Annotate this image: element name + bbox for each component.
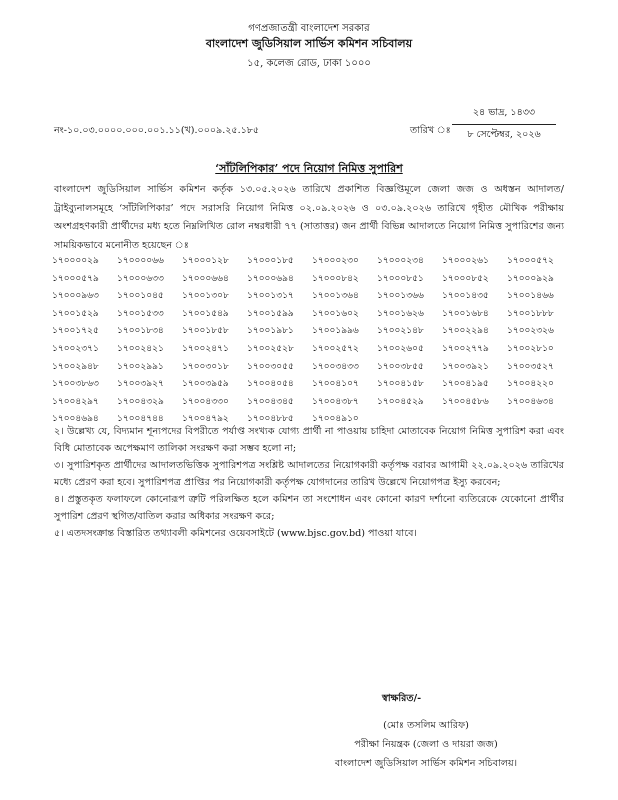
- roll-number: ১৭০০২৭৭৯: [442, 343, 489, 354]
- date-label: তারিখ ঃ: [410, 125, 451, 136]
- roll-number-grid: [52, 253, 572, 429]
- roll-number: ১৭০০৪৫৮৬: [442, 396, 489, 407]
- roll-number: ১৭০০৩৯২১: [442, 361, 489, 372]
- roll-number: ১৭০০৪১৯৫: [442, 379, 489, 390]
- roll-number: ১৭০০১৭২৫: [52, 326, 99, 337]
- roll-number: ১৭০০২১৪৮: [377, 326, 424, 337]
- roll-number: ১৭০০৪৬৯৪: [52, 414, 99, 425]
- roll-number: ১৭০০৪১৫৮: [377, 379, 424, 390]
- roll-number: ১৭০০৩৯৫৯: [182, 379, 229, 390]
- roll-number: ১৭০০৪১০৭: [312, 379, 359, 390]
- signatory-designation: পরীক্ষা নিয়ন্ত্রক (জেলা ও দায়রা জজ): [354, 739, 498, 750]
- roll-number: ১৭০০০২৩৪: [377, 256, 424, 266]
- note-4: ৪। প্রস্তুতকৃত ফলাফলে কোনোরূপ ত্রুটি পরিলক্ষিত হলে কমিশন তা সংশোধন এবং কোনো কারণ দর্শানো ব্যতিরেকে যেকোনো প্রার্থীর সুপারিশ প্রেরণ স্থগিত/বাতিল করার অধিকার সংরক্ষণ করে;: [54, 494, 564, 522]
- roll-number: ১৭০০০১২৮: [182, 256, 229, 266]
- roll-number: ১৭০০১৮৩৪: [117, 326, 164, 337]
- roll-number: ১৭০০০৯২৯: [507, 273, 554, 284]
- roll-number: ১৭০০৪৫২৯: [377, 396, 424, 407]
- roll-number: ১৭০০৩৪৩৩: [312, 361, 359, 372]
- roll-number: ১৭০০০২৬১: [442, 256, 489, 266]
- memo-number: নং-১০.০৩.০০০০.০০০.০০১.১১(খ).০০০৯.২৫.১৮৫: [54, 125, 260, 136]
- roll-number: ১৭০০২৩৭১: [52, 343, 99, 354]
- roll-number: ১৭০০০৬৯৪: [247, 273, 294, 284]
- roll-number: ১৭০০১৯৮১: [247, 326, 294, 337]
- date-bangla: ২৪ ভাদ্র, ১৪৩৩: [452, 104, 556, 125]
- roll-number: ১৭০০৪০৫৪: [247, 379, 294, 390]
- roll-number: ১৭০০১৯৯৬: [312, 326, 359, 337]
- roll-number: ১৭০০১৬০২: [312, 308, 359, 319]
- roll-number: ১৭০০১৫৯৯: [247, 308, 294, 319]
- roll-number: ১৭০০৪৭৯২: [182, 414, 229, 425]
- roll-number: ১৭০০০২৩০: [312, 256, 359, 266]
- roll-number: ১৭০০৩৮৬৩: [52, 379, 99, 390]
- roll-number: ১৭০০১৮৫৮: [182, 326, 229, 337]
- roll-number: ১৭০০১৪৩৫: [442, 291, 489, 302]
- roll-number: ১৭০০৪৬৩৪: [507, 396, 554, 407]
- roll-number: ১৭০০৪৩৪৫: [247, 396, 294, 407]
- roll-number: ১৭০০২৮১০: [507, 343, 554, 354]
- roll-number: ১৭০০৩০৫৫: [247, 361, 294, 372]
- roll-number: ১৭০০৪৩২৯: [117, 396, 164, 407]
- roll-number: ১৭০০১৫৩৩: [117, 308, 164, 319]
- roll-number: ১৭০০১৪৬৬: [507, 291, 554, 302]
- roll-number: ১৭০০৩৫২৭: [507, 361, 554, 372]
- note-5: ৫। এতদসংক্রান্ত বিস্তারিত তথ্যাবলী কমিশনের ওয়েবসাইটে (www.bjsc.gov.bd) পাওয়া যাবে।: [54, 528, 417, 539]
- roll-number: ১৭০০১৮৮৮: [507, 308, 554, 319]
- roll-number: ১৭০০২৫২৮: [247, 343, 294, 354]
- office-name: বাংলাদেশ জুডিসিয়াল সার্ভিস কমিশন সচিবালয়: [205, 37, 413, 50]
- roll-number: ১৭০০০০২৯: [52, 256, 99, 266]
- roll-number: ১৭০০২৩২৬: [507, 326, 554, 337]
- signed-mark: স্বাক্ষরিত/-: [382, 693, 422, 704]
- roll-number: ১৭০০১৬৮৪: [442, 308, 489, 319]
- roll-number: ১৭০০১৩৬৪: [312, 291, 359, 302]
- roll-number: ১৭০০০৯৬৩: [52, 291, 99, 302]
- roll-number: ১৭০০৩৯২৭: [117, 379, 164, 390]
- roll-number: ১৭০০২৯৪৮: [52, 361, 99, 372]
- note-2: ২। উল্লেখ্য যে, বিদ্যমান শূন্যপদের বিপরীতে পর্যাপ্ত সংখ্যক যোগ্য প্রার্থী না পাওয়ায় চাহিদা মোতাবেক নিয়োগ নিমিত্ত সুপারিশ করা এবং বিধি মোতাবেক অপেক্ষমাণ তালিকা সংরক্ষণ করা সম্ভব হলো না;: [54, 426, 564, 454]
- roll-number: ১৭০০০৮৫২: [442, 273, 489, 284]
- roll-number: ১৭০০০৫৭২: [507, 256, 554, 266]
- roll-number: ১৭০০২৯৯১: [117, 361, 164, 372]
- roll-number: ১৭০০১৫২৯: [52, 308, 99, 319]
- date-english: ৮ সেপ্টেম্বর, ২০২৬: [467, 129, 541, 140]
- roll-number: ১৭০০০১৮৫: [247, 256, 294, 266]
- roll-number: ১৭০০২৪২১: [117, 343, 164, 354]
- roll-number: ১৭০০৪৯১০: [312, 414, 359, 425]
- roll-number: ১৭০০৩০১৮: [182, 361, 229, 372]
- letterhead: [0, 22, 618, 71]
- document-title-text: ‘সাঁটলিপিকার’ পদে নিয়োগ নিমিত্ত সুপারিশ: [215, 162, 403, 175]
- roll-number: ১৭০০০৬৩৩: [117, 273, 164, 284]
- note-3: ৩। সুপারিশকৃত প্রার্থীদের আদালতভিত্তিক সুপারিশপত্র সংশ্লিষ্ট আদালতের নিয়োগকারী কর্তৃপক্ষ বরাবর আগামী ২২.০৯.২০২৬ তারিখের মধ্যে প্রেরণ করা হবে। সুপারিশপত্র প্রাপ্তির পর নিয়োগকারী কর্তৃপক্ষ যোগদানের তারিখ উল্লেখে নিয়োগপত্র ইস্যু করবেন;: [54, 460, 564, 488]
- roll-number: ১৭০০৪৮৮৫: [247, 414, 294, 425]
- roll-number: ১৭০০৪২২০: [507, 379, 554, 390]
- document-title: [0, 160, 618, 179]
- roll-number: ১৭০০৩৮৫৫: [377, 361, 424, 372]
- roll-number: ১৭০০২৫৭২: [312, 343, 359, 354]
- roll-number: ১৭০০১৩৬৬: [377, 291, 424, 302]
- roll-number: ১৭০০৪৩৮৭: [312, 396, 359, 407]
- roll-number: ১৭০০১০৪৫: [117, 291, 164, 302]
- roll-number: ১৭০০১৫৪৯: [182, 308, 229, 319]
- roll-number: ১৭০০১৩০৮: [182, 291, 229, 302]
- roll-number: ১৭০০২৪৭১: [182, 343, 229, 354]
- notes-section: [54, 424, 564, 544]
- intro-paragraph: বাংলাদেশ জুডিসিয়াল সার্ভিস কমিশন কর্তৃক ১৩.০৫.২০২৬ তারিখে প্রকাশিত বিজ্ঞপ্তিমূলে জেলা জজ ও অধস্তন আদালত/ট্রাইব্যুনালসমূহে ‘সাঁটলিপিকার’ পদে সরাসরি নিয়োগ নিমিত্ত ০২.০৯.২০২৬ ও ০৩.০৯.২০২৬ তারিখে গৃহীত মৌখিক পরীক্ষায় অংশগ্রহণকারী প্রার্থীদের মধ্য হতে নিম্নলিখিত রোল নম্বরধারী ৭৭ (সাতাত্তর) জন প্রার্থী বিভিন্ন আদালতে নিয়োগ নিমিত্ত সুপারিশের জন্য সাময়িকভাবে মনোনীত হয়েছেন ঃ: [54, 184, 564, 251]
- roll-number: ১৭০০১৬২৬: [377, 308, 424, 319]
- government-name: গণপ্রজাতন্ত্রী বাংলাদেশ সরকার: [248, 23, 370, 34]
- roll-number: ১৭০০৪৩৩০: [182, 396, 229, 407]
- signatory-name: (মোঃ তসলিম আরিফ): [383, 720, 469, 731]
- signatory-office: বাংলাদেশ জুডিসিয়াল সার্ভিস কমিশন সচিবালয়।: [334, 758, 518, 769]
- roll-number: ১৭০০২৬০৫: [377, 343, 424, 354]
- roll-number: ১৭০০০৮৪২: [312, 273, 359, 284]
- roll-number: ১৭০০০৬৬৪: [182, 273, 229, 284]
- roll-number: ১৭০০০৫৭৯: [52, 273, 99, 284]
- roll-number: ১৭০০৪৭৪৪: [117, 414, 164, 425]
- roll-number: ১৭০০০০৬৬: [117, 256, 164, 266]
- roll-number: ১৭০০০৮৫১: [377, 273, 424, 284]
- roll-number: ১৭০০২২৯৪: [442, 326, 489, 337]
- signatory-details: [300, 716, 552, 773]
- roll-number: ১৭০০১৩১৭: [247, 291, 294, 302]
- roll-number: ১৭০০৪২৯৭: [52, 396, 99, 407]
- date-block: [452, 104, 556, 143]
- office-address: ১৫, কলেজ রোড, ঢাকা ১০০০: [247, 58, 371, 69]
